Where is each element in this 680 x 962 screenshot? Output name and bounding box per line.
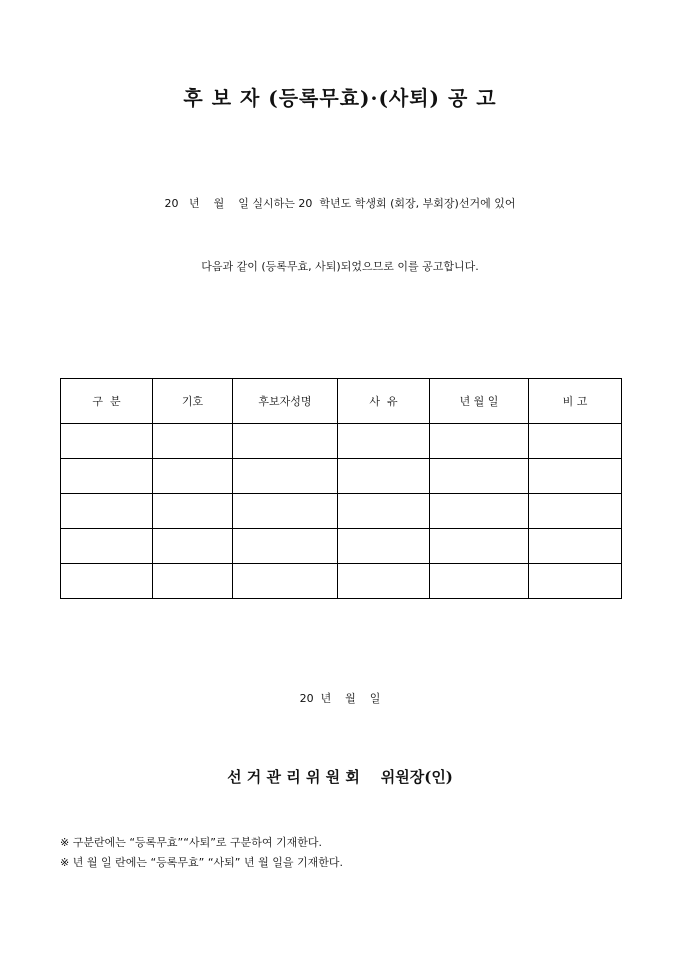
table-row (61, 459, 622, 494)
table-cell (529, 529, 622, 564)
table-cell (153, 459, 233, 494)
table-cell (153, 424, 233, 459)
table-cell (430, 459, 529, 494)
table-row (61, 564, 622, 599)
table-cell (233, 564, 338, 599)
table-row (61, 494, 622, 529)
table-cell (529, 424, 622, 459)
table-cell (61, 424, 153, 459)
header-reason: 사 유 (338, 379, 430, 424)
table-cell (529, 459, 622, 494)
table-cell (61, 564, 153, 599)
table-cell (153, 564, 233, 599)
header-date: 년 월 일 (430, 379, 529, 424)
header-category: 구 분 (61, 379, 153, 424)
table-cell (430, 564, 529, 599)
table-cell (233, 529, 338, 564)
document-title: 후 보 자 (등록무효)·(사퇴) 공 고 (183, 86, 497, 110)
table-cell (153, 494, 233, 529)
intro-line-2: 다음과 같이 (등록무효, 사퇴)되었으므로 이를 공고합니다. (201, 260, 479, 273)
intro-line-1: 20 년 월 일 실시하는 20 학년도 학생회 (회장, 부회장)선거에 있어 (164, 197, 516, 210)
table-cell (529, 564, 622, 599)
candidate-table (60, 378, 622, 599)
table-cell (61, 459, 153, 494)
table-cell (529, 494, 622, 529)
table-row (61, 529, 622, 564)
footnote-date: ※ 년 월 일 란에는 “등록무효” “사퇴” 년 월 일을 기재한다. (60, 856, 343, 869)
table-cell (338, 459, 430, 494)
table-cell (61, 494, 153, 529)
table-cell (338, 564, 430, 599)
table-row (61, 424, 622, 459)
table-cell (338, 494, 430, 529)
table-cell (61, 529, 153, 564)
table-cell (430, 529, 529, 564)
table-cell (233, 459, 338, 494)
table-cell (430, 494, 529, 529)
table-cell (153, 529, 233, 564)
header-number: 기호 (153, 379, 233, 424)
table-cell (233, 424, 338, 459)
table-cell (430, 424, 529, 459)
header-remarks: 비 고 (529, 379, 622, 424)
table-cell (338, 529, 430, 564)
table-header-row (61, 379, 622, 424)
footnote-category: ※ 구분란에는 “등록무효”“사퇴”로 구분하여 기재한다. (60, 836, 323, 849)
header-candidate-name: 후보자성명 (233, 379, 338, 424)
announcement-date: 20 년 월 일 (299, 692, 381, 705)
table-cell (338, 424, 430, 459)
table-cell (233, 494, 338, 529)
committee-signature: 선 거 관 리 위 원 회 위원장(인) (227, 768, 453, 786)
